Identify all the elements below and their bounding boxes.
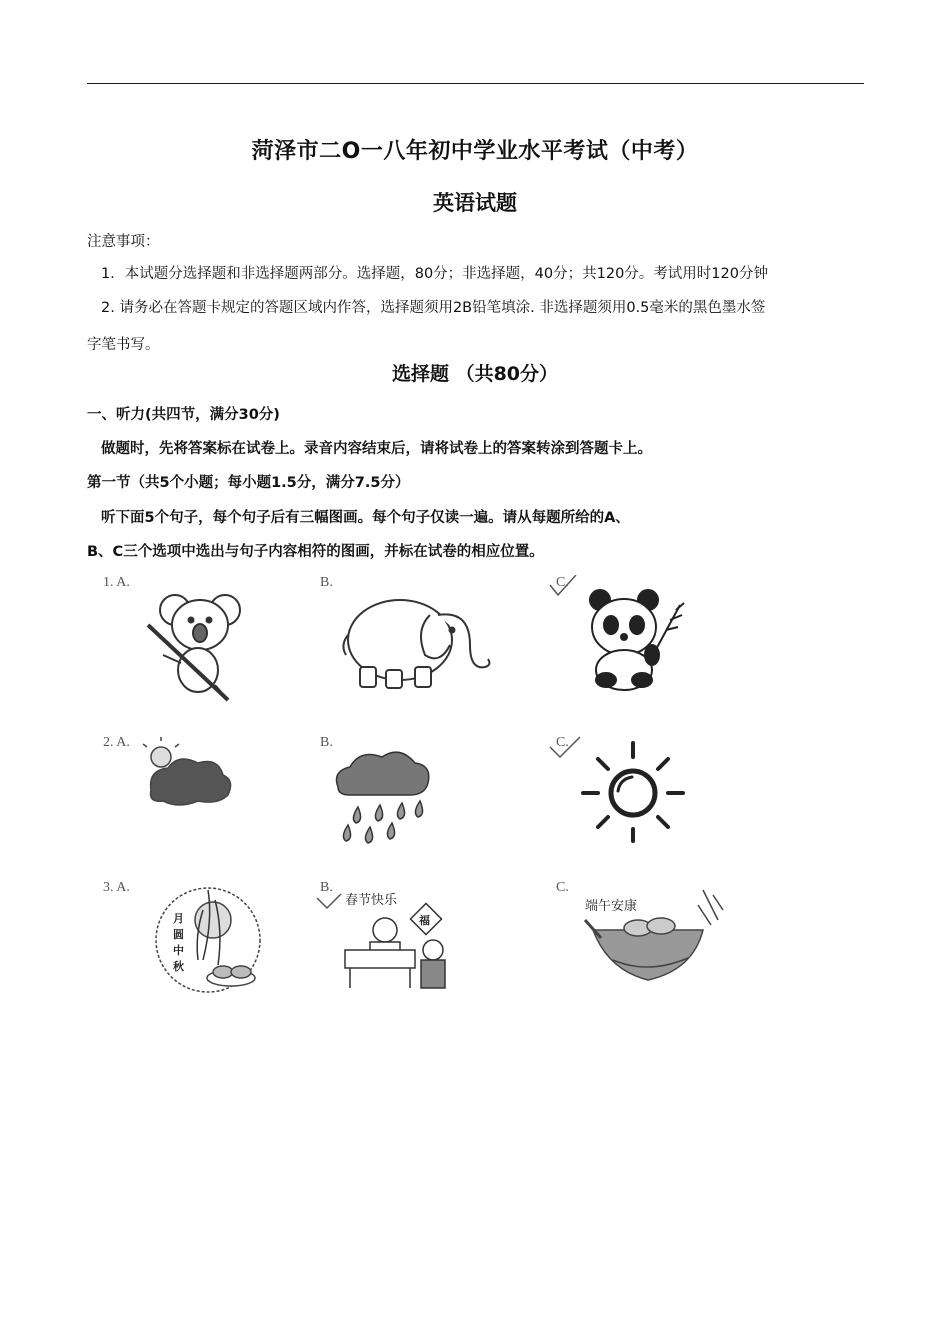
q3a-text-1: 月 xyxy=(173,912,184,925)
rain-icon xyxy=(320,735,510,875)
q3-option-a[interactable] xyxy=(103,880,293,1020)
q3-option-b[interactable] xyxy=(315,880,505,1020)
cloudy-icon xyxy=(103,735,293,875)
q3a-text-4: 秋 xyxy=(173,960,184,973)
exam-subtitle: 英语试题 xyxy=(433,191,517,215)
check-mark-icon xyxy=(317,894,341,908)
q1-option-a[interactable] xyxy=(103,575,293,715)
q3c-banner: 端午安康 xyxy=(585,899,638,914)
notes-item-2: 2. 请务必在答题卡规定的答题区域内作答，选择题须用2B铅笔填涂. 非选择题须用0.5毫米的黑色墨水签 xyxy=(101,300,766,316)
q2-label-c: C. xyxy=(556,735,569,750)
section-title: 选择题 （共80分） xyxy=(391,363,559,385)
q3a-text-3: 中 xyxy=(173,944,184,957)
part1-instruction: 做题时，先将答案标在试卷上。录音内容结束后，请将试卷上的答案转涂到答题卡上。 xyxy=(101,441,652,457)
exam-title: 菏泽市二O一八年初中学业水平考试（中考） xyxy=(251,139,699,164)
q2-option-b[interactable] xyxy=(320,735,510,875)
q3-label-a: 3. A. xyxy=(103,880,130,895)
elephant-icon xyxy=(320,575,510,715)
sun-icon xyxy=(548,735,738,875)
subsection-1-heading: 第一节（共5个小题；每小题1.5分，满分7.5分） xyxy=(87,475,410,491)
q1-option-c[interactable] xyxy=(548,575,738,715)
notes-item-1: 1．本试题分选择题和非选择题两部分。选择题，80分；非选择题，40分；共120分。考试用时120分钟 xyxy=(101,266,768,282)
q1-option-b[interactable] xyxy=(320,575,510,715)
q1-label-a: 1. A. xyxy=(103,575,130,590)
q3-option-c[interactable] xyxy=(553,880,743,1020)
q3a-text-2: 圆 xyxy=(173,928,184,941)
q2-label-b: B. xyxy=(320,735,333,750)
notes-item-2-cont: 字笔书写。 xyxy=(87,337,160,353)
notes-heading: 注意事项： xyxy=(87,234,160,250)
direction-line-2: B、C三个选项中选出与句子内容相符的图画，并标在试卷的相应位置。 xyxy=(87,544,544,560)
q3-label-c: C. xyxy=(556,880,569,895)
q3b-banner: 春节快乐 xyxy=(345,893,398,908)
q2-label-a: 2. A. xyxy=(103,735,130,750)
q2-option-a[interactable] xyxy=(103,735,293,875)
direction-line-1: 听下面5个句子，每个句子后有三幅图画。每个句子仅读一遍。请从每题所给的A、 xyxy=(101,510,630,526)
q1-label-c: C. xyxy=(556,575,569,590)
q1-label-b: B. xyxy=(320,575,333,590)
spring-festival-icon xyxy=(315,880,505,1020)
dragon-boat-icon xyxy=(553,880,743,1020)
mid-autumn-icon xyxy=(103,880,293,1020)
check-mark-icon xyxy=(550,737,580,757)
check-mark-icon xyxy=(550,575,576,595)
koala-icon xyxy=(103,575,293,715)
q2-option-c[interactable] xyxy=(548,735,738,875)
part1-heading: 一、听力(共四节，满分30分) xyxy=(87,407,280,423)
panda-icon xyxy=(548,575,738,715)
q3b-fu: 福 xyxy=(419,914,430,927)
q3-label-b: B. xyxy=(320,880,333,895)
